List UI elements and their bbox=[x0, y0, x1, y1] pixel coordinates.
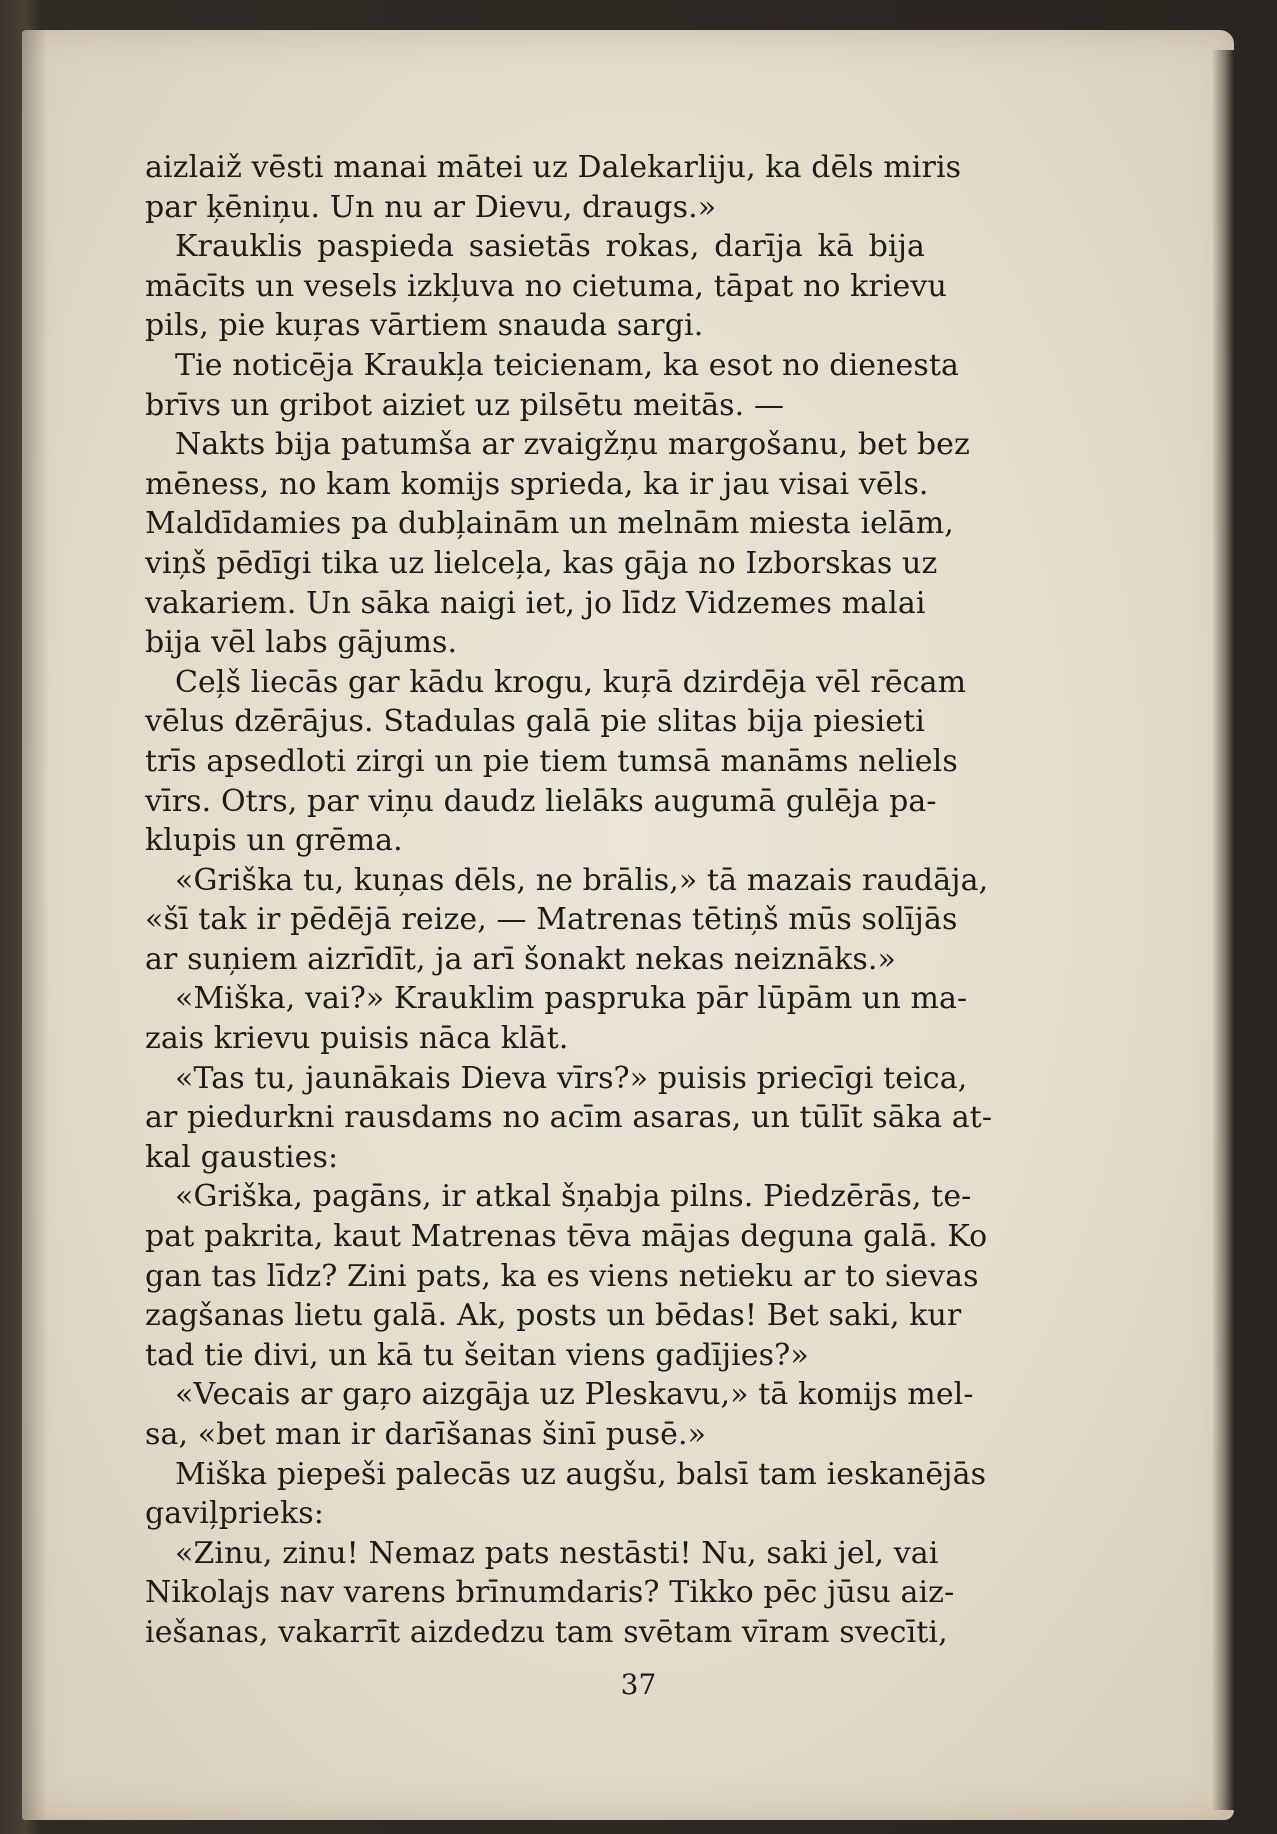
text-line: zagšanas lietu galā. Ak, posts un bēdas! Bet saki, kur bbox=[145, 1298, 962, 1334]
text-line: viņš pēdīgi tika uz lielceļa, kas gāja no Izborskas uz bbox=[145, 545, 938, 581]
text-line: Nakts bija patumša ar zvaigžņu margošanu, bet bez bbox=[175, 427, 970, 463]
page-gutter-shadow bbox=[22, 30, 48, 1820]
text-line: vakariem. Un sāka naigi iet, jo līdz Vidzemes malai bbox=[145, 585, 926, 621]
text-line: klupis un grēma. bbox=[145, 823, 403, 859]
text-line: Tie noticēja Kraukļa teicienam, ka esot no dienesta bbox=[175, 347, 960, 383]
text-line: zais krievu puisis nāca klāt. bbox=[145, 1021, 569, 1057]
text-line: mācīts un vesels izkļuva no cietuma, tāpat no krievu bbox=[145, 268, 947, 304]
text-line: «Zinu, zinu! Nemaz pats nestāsti! Nu, saki jel, vai bbox=[175, 1535, 939, 1571]
text-line: pils, pie kuŗas vārtiem snauda sargi. bbox=[145, 308, 704, 344]
text-line: «Miška, vai?» Krauklim paspruka pār lūpām un ma- bbox=[175, 981, 968, 1017]
text-line: vēlus dzērājus. Stadulas galā pie slitas bija piesieti bbox=[145, 704, 925, 740]
text-line: gaviļprieks: bbox=[145, 1496, 325, 1532]
page-edge-shadow bbox=[1212, 50, 1234, 1810]
text-line: bija vēl labs gājums. bbox=[145, 625, 458, 661]
text-line: iešanas, vakarrīt aizdedzu tam svētam vīram svecīti, bbox=[145, 1614, 948, 1650]
text-line: pat pakrita, kaut Matrenas tēva mājas deguna galā. Ko bbox=[145, 1219, 988, 1255]
text-line: Ceļš liecās gar kādu krogu, kuŗā dzirdēja vēl rēcam bbox=[175, 664, 967, 700]
text-line: par ķēniņu. Un nu ar Dievu, draugs.» bbox=[145, 189, 717, 225]
text-line: tad tie divi, un kā tu šeitan viens gadījies?» bbox=[145, 1337, 809, 1373]
text-line: vīrs. Otrs, par viņu daudz lielāks augumā gulēja pa- bbox=[145, 783, 937, 819]
text-line: Krauklis paspieda sasietās rokas, darīja kā bija bbox=[175, 229, 925, 265]
text-line: kal gausties: bbox=[145, 1139, 339, 1175]
text-line: mēness, no kam komijs sprieda, ka ir jau visai vēls. bbox=[145, 466, 929, 502]
text-line: gan tas līdz? Zini pats, ka es viens netieku ar to sievas bbox=[145, 1258, 979, 1294]
text-line: Miška piepeši palecās uz augšu, balsī tam ieskanējās bbox=[175, 1456, 987, 1492]
text-line: «šī tak ir pēdējā reize, — Matrenas tētiņš mūs solījās bbox=[145, 902, 958, 938]
text-line: aizlaiž vēsti manai mātei uz Dalekarliju, ka dēls miris bbox=[145, 150, 962, 185]
text-line: ar suņiem aizrīdīt, ja arī šonakt nekas neiznāks.» bbox=[145, 941, 897, 977]
page-number: 37 bbox=[620, 1668, 657, 1701]
text-line: «Griška, pagāns, ir atkal šņabja pilns. Piedzērās, te- bbox=[175, 1179, 972, 1215]
text-line: brīvs un gribot aiziet uz pilsētu meitās. — bbox=[145, 387, 785, 423]
body-text bbox=[145, 148, 993, 1653]
text-line: ar piedurkni rausdams no acīm asaras, un tūlīt sāka at- bbox=[145, 1100, 993, 1136]
text-line: trīs apsedloti zirgi un pie tiem tumsā manāms neliels bbox=[145, 743, 958, 779]
text-line: «Vecais ar gaŗo aizgāja uz Pleskavu,» tā komijs mel- bbox=[175, 1377, 974, 1413]
text-line: Maldīdamies pa dubļainām un melnām miesta ielām, bbox=[145, 506, 954, 542]
text-line: «Griška tu, kuņas dēls, ne brālis,» tā mazais raudāja, bbox=[175, 862, 989, 898]
text-line: Nikolajs nav varens brīnumdaris? Tikko pēc jūsu aiz- bbox=[145, 1575, 955, 1611]
text-line: «Tas tu, jaunākais Dieva vīrs?» puisis priecīgi teica, bbox=[175, 1060, 968, 1096]
text-line: sa, «bet man ir darīšanas šinī pusē.» bbox=[145, 1417, 707, 1452]
